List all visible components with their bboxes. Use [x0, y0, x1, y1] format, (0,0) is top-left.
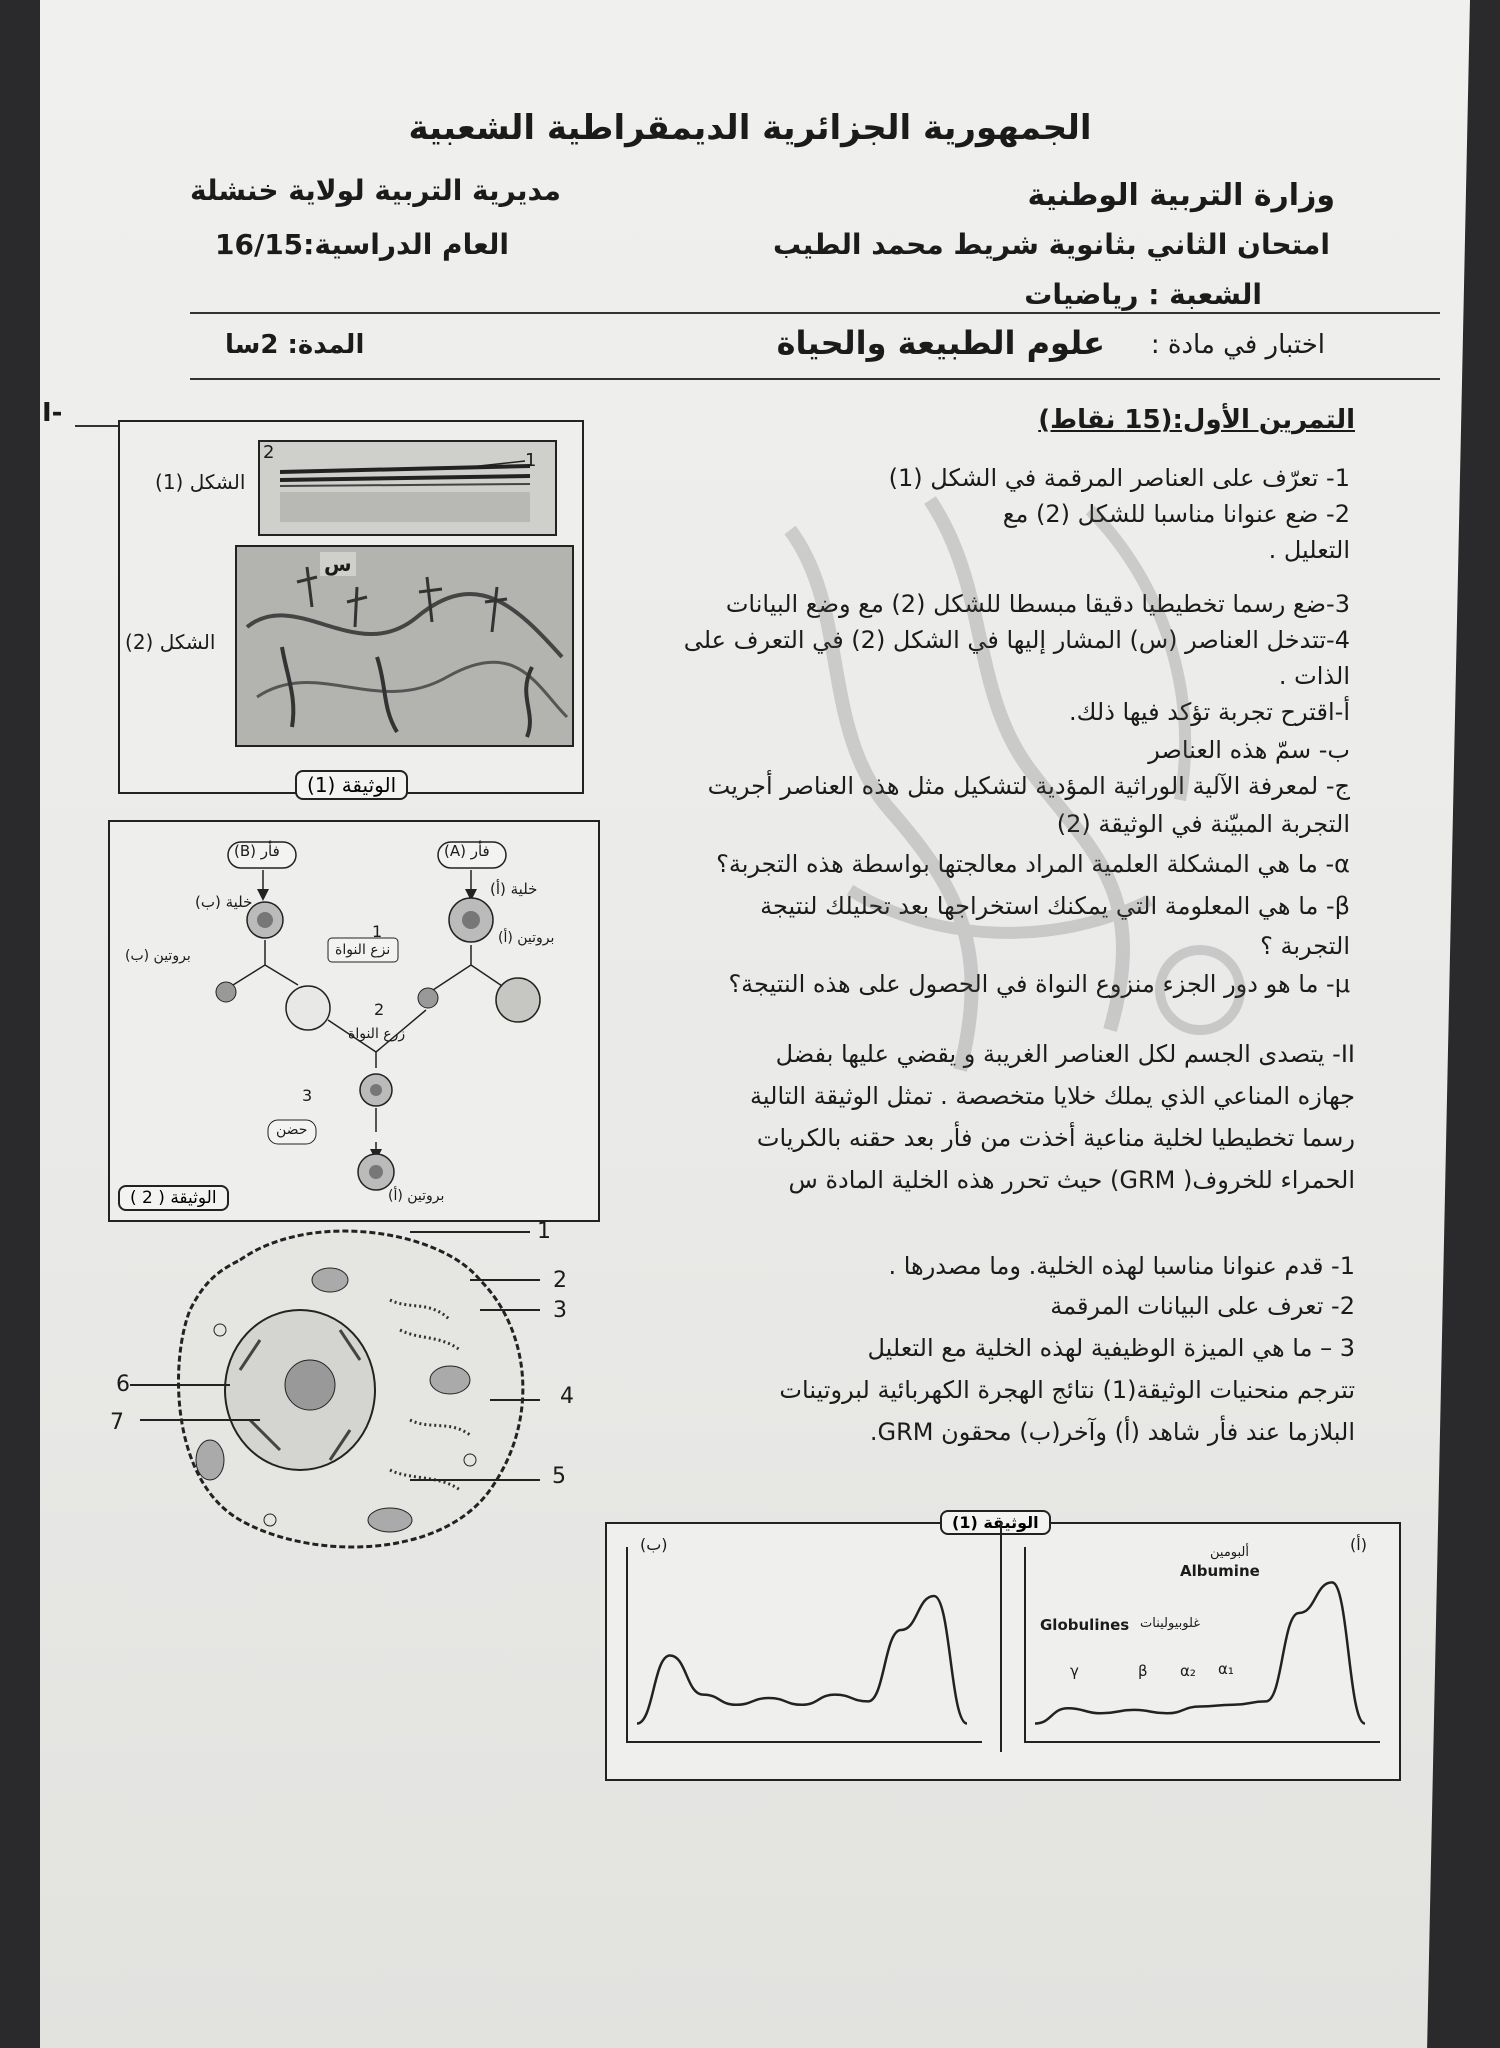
cell-a-label: خلية (أ): [490, 880, 538, 898]
header-rule-1: [190, 312, 1440, 314]
part-marker: I-: [42, 398, 63, 428]
globulines-ar-label: غلوبيولينات: [1140, 1616, 1201, 1631]
protein-a-result-label: بروتين (أ): [388, 1188, 445, 1204]
paragraph-line: II- يتصدى الجسم لكل العناصر الغريبة و يقضي عليها بفضل: [775, 1040, 1355, 1068]
question-line: 3-ضع رسما تخطيطيا دقيقا مبسطا للشكل (2) مع وضع البيانات: [725, 590, 1350, 618]
step-3-label: حضن: [276, 1122, 308, 1138]
globulines-label: Globulines: [1040, 1616, 1130, 1634]
cell-label-7: 7: [110, 1410, 124, 1435]
cell-surface-drawing: [237, 547, 572, 745]
question-line: التجربة ؟: [1260, 932, 1350, 960]
republic-title: الجمهورية الجزائرية الديمقراطية الشعبية: [408, 108, 1092, 148]
header-rule-2: [190, 378, 1440, 380]
document-1-label: الوثيقة (1): [295, 770, 408, 800]
ministry-name: وزارة التربية الوطنية: [1027, 178, 1335, 213]
paragraph-line: الحمراء للخروف( GRM) حيث تحرر هذه الخلية المادة س: [788, 1166, 1355, 1194]
question-line: β- ما هي المعلومة التي يمكنك استخراجها بعد تحليلك لنتيجة: [760, 892, 1350, 920]
question-line: الذات .: [1278, 662, 1350, 690]
paragraph-line: رسما تخطيطيا لخلية مناعية أخذت من فأر بعد حقنه بالكريات: [756, 1124, 1355, 1152]
protein-b-label: بروتين (ب): [125, 948, 191, 964]
subject-name: علوم الطبيعة والحياة: [776, 324, 1105, 362]
question-line: التجربة المبيّنة في الوثيقة (2): [1056, 810, 1350, 838]
plasma-cell-drawing: [110, 1220, 630, 1580]
question-line: 1- قدم عنوانا مناسبا لهذه الخلية. وما مصدرها .: [888, 1252, 1355, 1280]
albumine-label: Albumine: [1180, 1562, 1260, 1580]
question-line: 2- ضع عنوانا مناسبا للشكل (2) مع: [1002, 500, 1350, 528]
cell-label-5: 5: [552, 1464, 566, 1489]
question-line: البلازما عند فأر شاهد (أ) وآخر(ب) محقون GRM.: [869, 1418, 1355, 1446]
question-line: α- ما هي المشكلة العلمية المراد معالجتها بواسطة هذه التجربة؟: [716, 850, 1350, 878]
fig1-label-1: 1: [525, 450, 537, 471]
question-line: أ-اقترح تجربة تؤكد فيها ذلك.: [1069, 698, 1350, 726]
mouse-a-label: فأر (A): [444, 842, 490, 860]
step-1-label: نزع النواة: [335, 942, 391, 958]
question-line: 2- تعرف على البيانات المرقمة: [1050, 1292, 1355, 1320]
stamp-watermark: [730, 470, 1290, 1170]
beta-label: β: [1138, 1662, 1148, 1680]
series-line: [1035, 1582, 1365, 1723]
paragraph-line: جهازه المناعي الذي يملك خلايا متخصصة . تمثل الوثيقة التالية: [750, 1082, 1355, 1110]
step-3-number: 3: [302, 1086, 313, 1105]
mouse-b-label: فأر (B): [234, 842, 280, 860]
figure-2-image: [235, 545, 574, 747]
figure-1-label: الشكل (1): [155, 470, 246, 494]
question-line: 1- تعرّف على العناصر المرقمة في الشكل (1): [888, 464, 1350, 492]
question-line: 3 – ما هي الميزة الوظيفية لهذه الخلية مع التعليل: [867, 1334, 1355, 1362]
part-marker-line: [75, 425, 120, 427]
directorate-name: مديرية التربية لولاية خنشلة: [190, 174, 561, 207]
series-line: [637, 1596, 967, 1724]
panel-b-label: (ب): [640, 1535, 668, 1554]
figure-2-label: الشكل (2): [125, 630, 216, 654]
chart-panel-b: [627, 1547, 982, 1742]
albumine-ar-label: ألبومين: [1210, 1545, 1249, 1560]
question-line: μ- ما هو دور الجزء منزوع النواة في الحصول على هذه النتيجة؟: [728, 970, 1350, 998]
protein-a-label: بروتين (أ): [498, 930, 555, 946]
fig1-pointer-1: [470, 455, 530, 475]
step-1-number: 1: [372, 922, 383, 941]
step-2-label: زرع النواة: [348, 1026, 406, 1042]
exercise-title: التمرين الأول:(15 نقاط): [1038, 405, 1355, 435]
figure-2-s-label: س: [320, 552, 356, 576]
electrophoresis-charts: [605, 1522, 1397, 1777]
question-line: 4-تتدخل العناصر (س) المشار إليها في الشكل (2) في التعرف على: [683, 626, 1350, 654]
gamma-label: γ: [1070, 1662, 1079, 1680]
cell-label-2: 2: [553, 1268, 567, 1293]
fig1-label-2: 2: [263, 442, 275, 463]
alpha1-label: α₁: [1218, 1660, 1234, 1678]
chart-axes: [627, 1547, 982, 1742]
alpha2-label: α₂: [1180, 1662, 1196, 1680]
chart-document-label: الوثيقة (1): [940, 1510, 1051, 1535]
cell-b-label: خلية (ب): [195, 893, 253, 911]
school-year: العام الدراسية:16/15: [215, 228, 509, 261]
cell-label-1: 1: [537, 1219, 551, 1244]
question-line: ج- لمعرفة الآلية الوراثية المؤدية لتشكيل مثل هذه العناصر أجريت: [707, 772, 1350, 800]
subject-prefix: اختبار في مادة :: [1150, 330, 1325, 360]
document-2-label: الوثيقة ( 2 ): [118, 1185, 229, 1211]
cell-label-4: 4: [560, 1384, 574, 1409]
exam-title: امتحان الثاني بثانوية شريط محمد الطيب: [773, 228, 1330, 261]
question-line: التعليل .: [1268, 536, 1350, 564]
panel-a-label: (أ): [1350, 1535, 1367, 1554]
question-line: ب- سمّ هذه العناصر: [1148, 736, 1350, 764]
step-2-number: 2: [374, 1000, 385, 1019]
cell-label-3: 3: [553, 1298, 567, 1323]
stream-label: الشعبة : رياضيات: [1024, 278, 1262, 311]
duration: المدة: 2سا: [225, 330, 365, 360]
cell-label-6: 6: [116, 1372, 130, 1397]
question-line: تترجم منحنيات الوثيقة(1) نتائج الهجرة الكهربائية لبروتينات: [779, 1376, 1355, 1404]
